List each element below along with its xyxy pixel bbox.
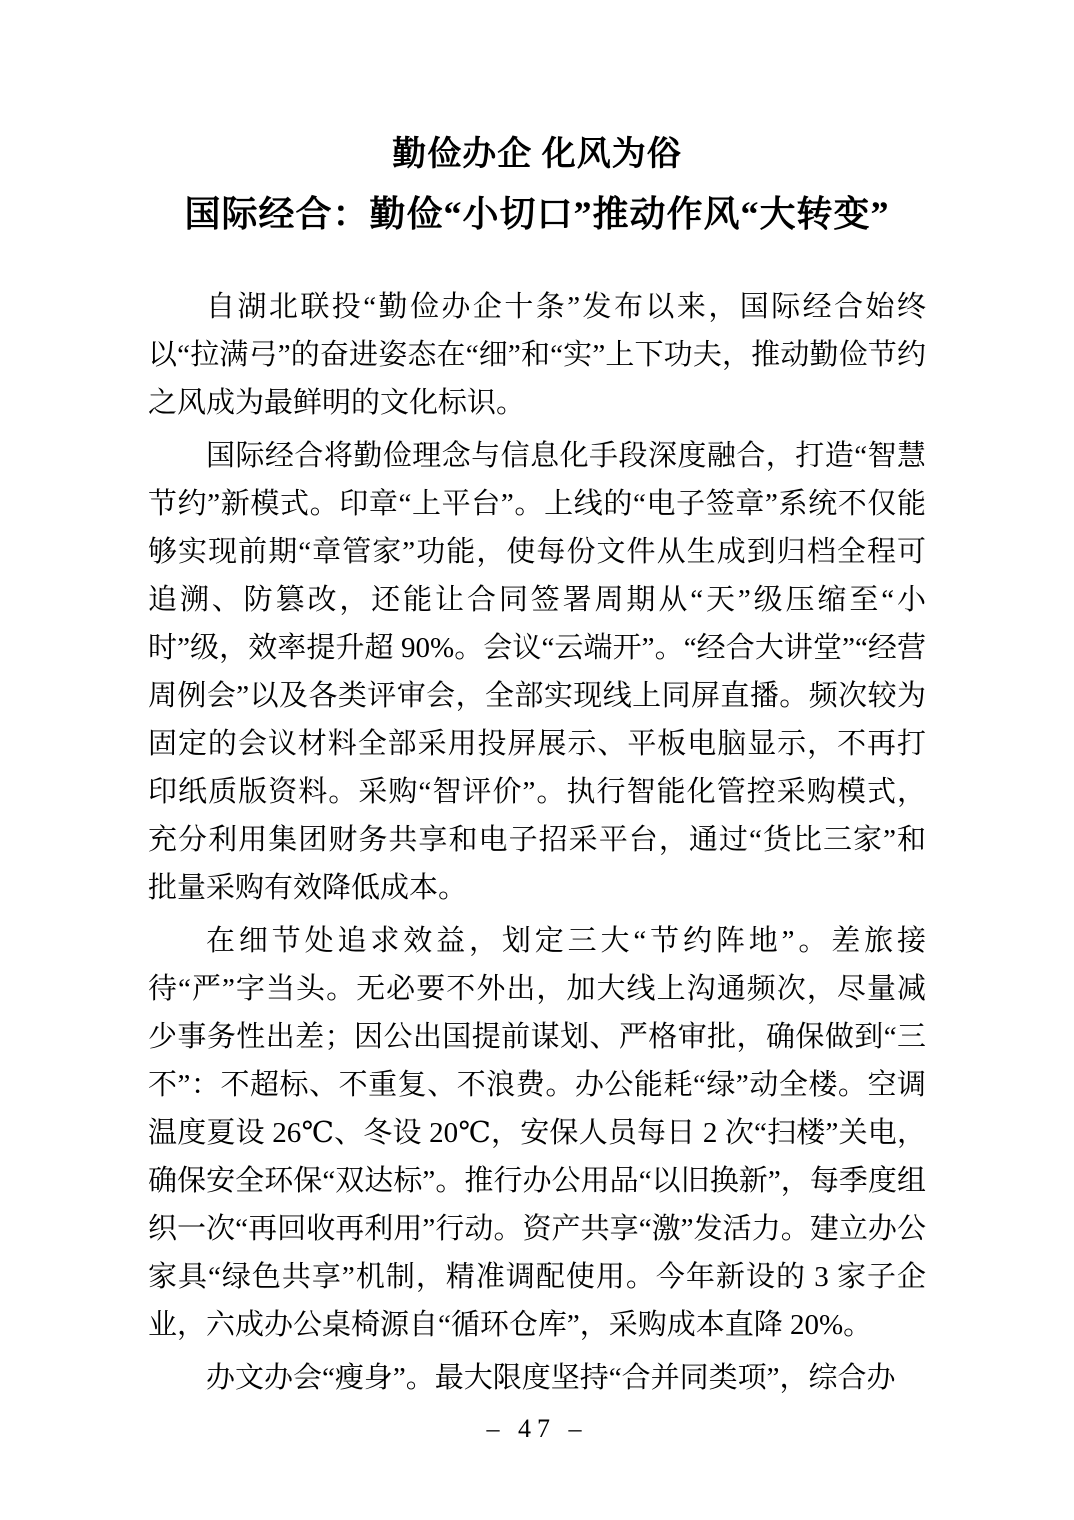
paragraph: 自湖北联投“勤俭办企十条”发布以来，国际经合始终以“拉满弓”的奋进姿态在“细”和“实”上下功夫，推动勤俭节约之风成为最鲜明的文化标识。 — [148, 291, 926, 419]
paragraph: 办文办会“瘦身”。最大限度坚持“合并同类项”，综合办 — [206, 1362, 896, 1394]
page-number: – 47 – — [486, 1414, 588, 1443]
document-title: 勤俭办企 化风为俗 — [392, 136, 682, 173]
document-subtitle: 国际经合：勤俭“小切口”推动作风“大转变” — [184, 194, 890, 234]
paragraph: 国际经合将勤俭理念与信息化手段深度融合，打造“智慧节约”新模式。印章“上平台”。上线的“电子签章”系统不仅能够实现前期“章管家”功能，使每份文件从生成到归档全程可追溯、防篡改，还能让合同签署周期从“天”级压缩至“小时”级，效率提升超 90%。会议“云端开”。“经合大讲堂”“经营周例会”以及各类评审会，全部实现线上同屏直播。频次较为固定的会议材料全部采用投屏展示、平板电脑显示，不再打印纸质版资料。采购“智评价”。执行智能化管控采购模式，充分利用集团财务共享和电子招采平台，通过“货比三家”和批量采购有效降低成本。 — [148, 440, 926, 904]
paragraph: 在细节处追求效益，划定三大“节约阵地”。差旅接待“严”字当头。无必要不外出，加大线上沟通频次，尽量减少事务性出差；因公出国提前谋划、严格审批，确保做到“三不”：不超标、不重复、不浪费。办公能耗“绿”动全楼。空调温度夏设 26℃、冬设 20℃，安保人员每日 2 次“扫楼”关电，确保安全环保“双达标”。推行办公用品“以旧换新”，每季度组织一次“再回收再利用”行动。资产共享“激”发活力。建立办公家具“绿色共享”机制，精准调配使用。今年新设的 3 家子企业，六成办公桌椅源自“循环仓库”，采购成本直降 20%。 — [148, 925, 926, 1341]
document-body — [148, 283, 926, 1402]
